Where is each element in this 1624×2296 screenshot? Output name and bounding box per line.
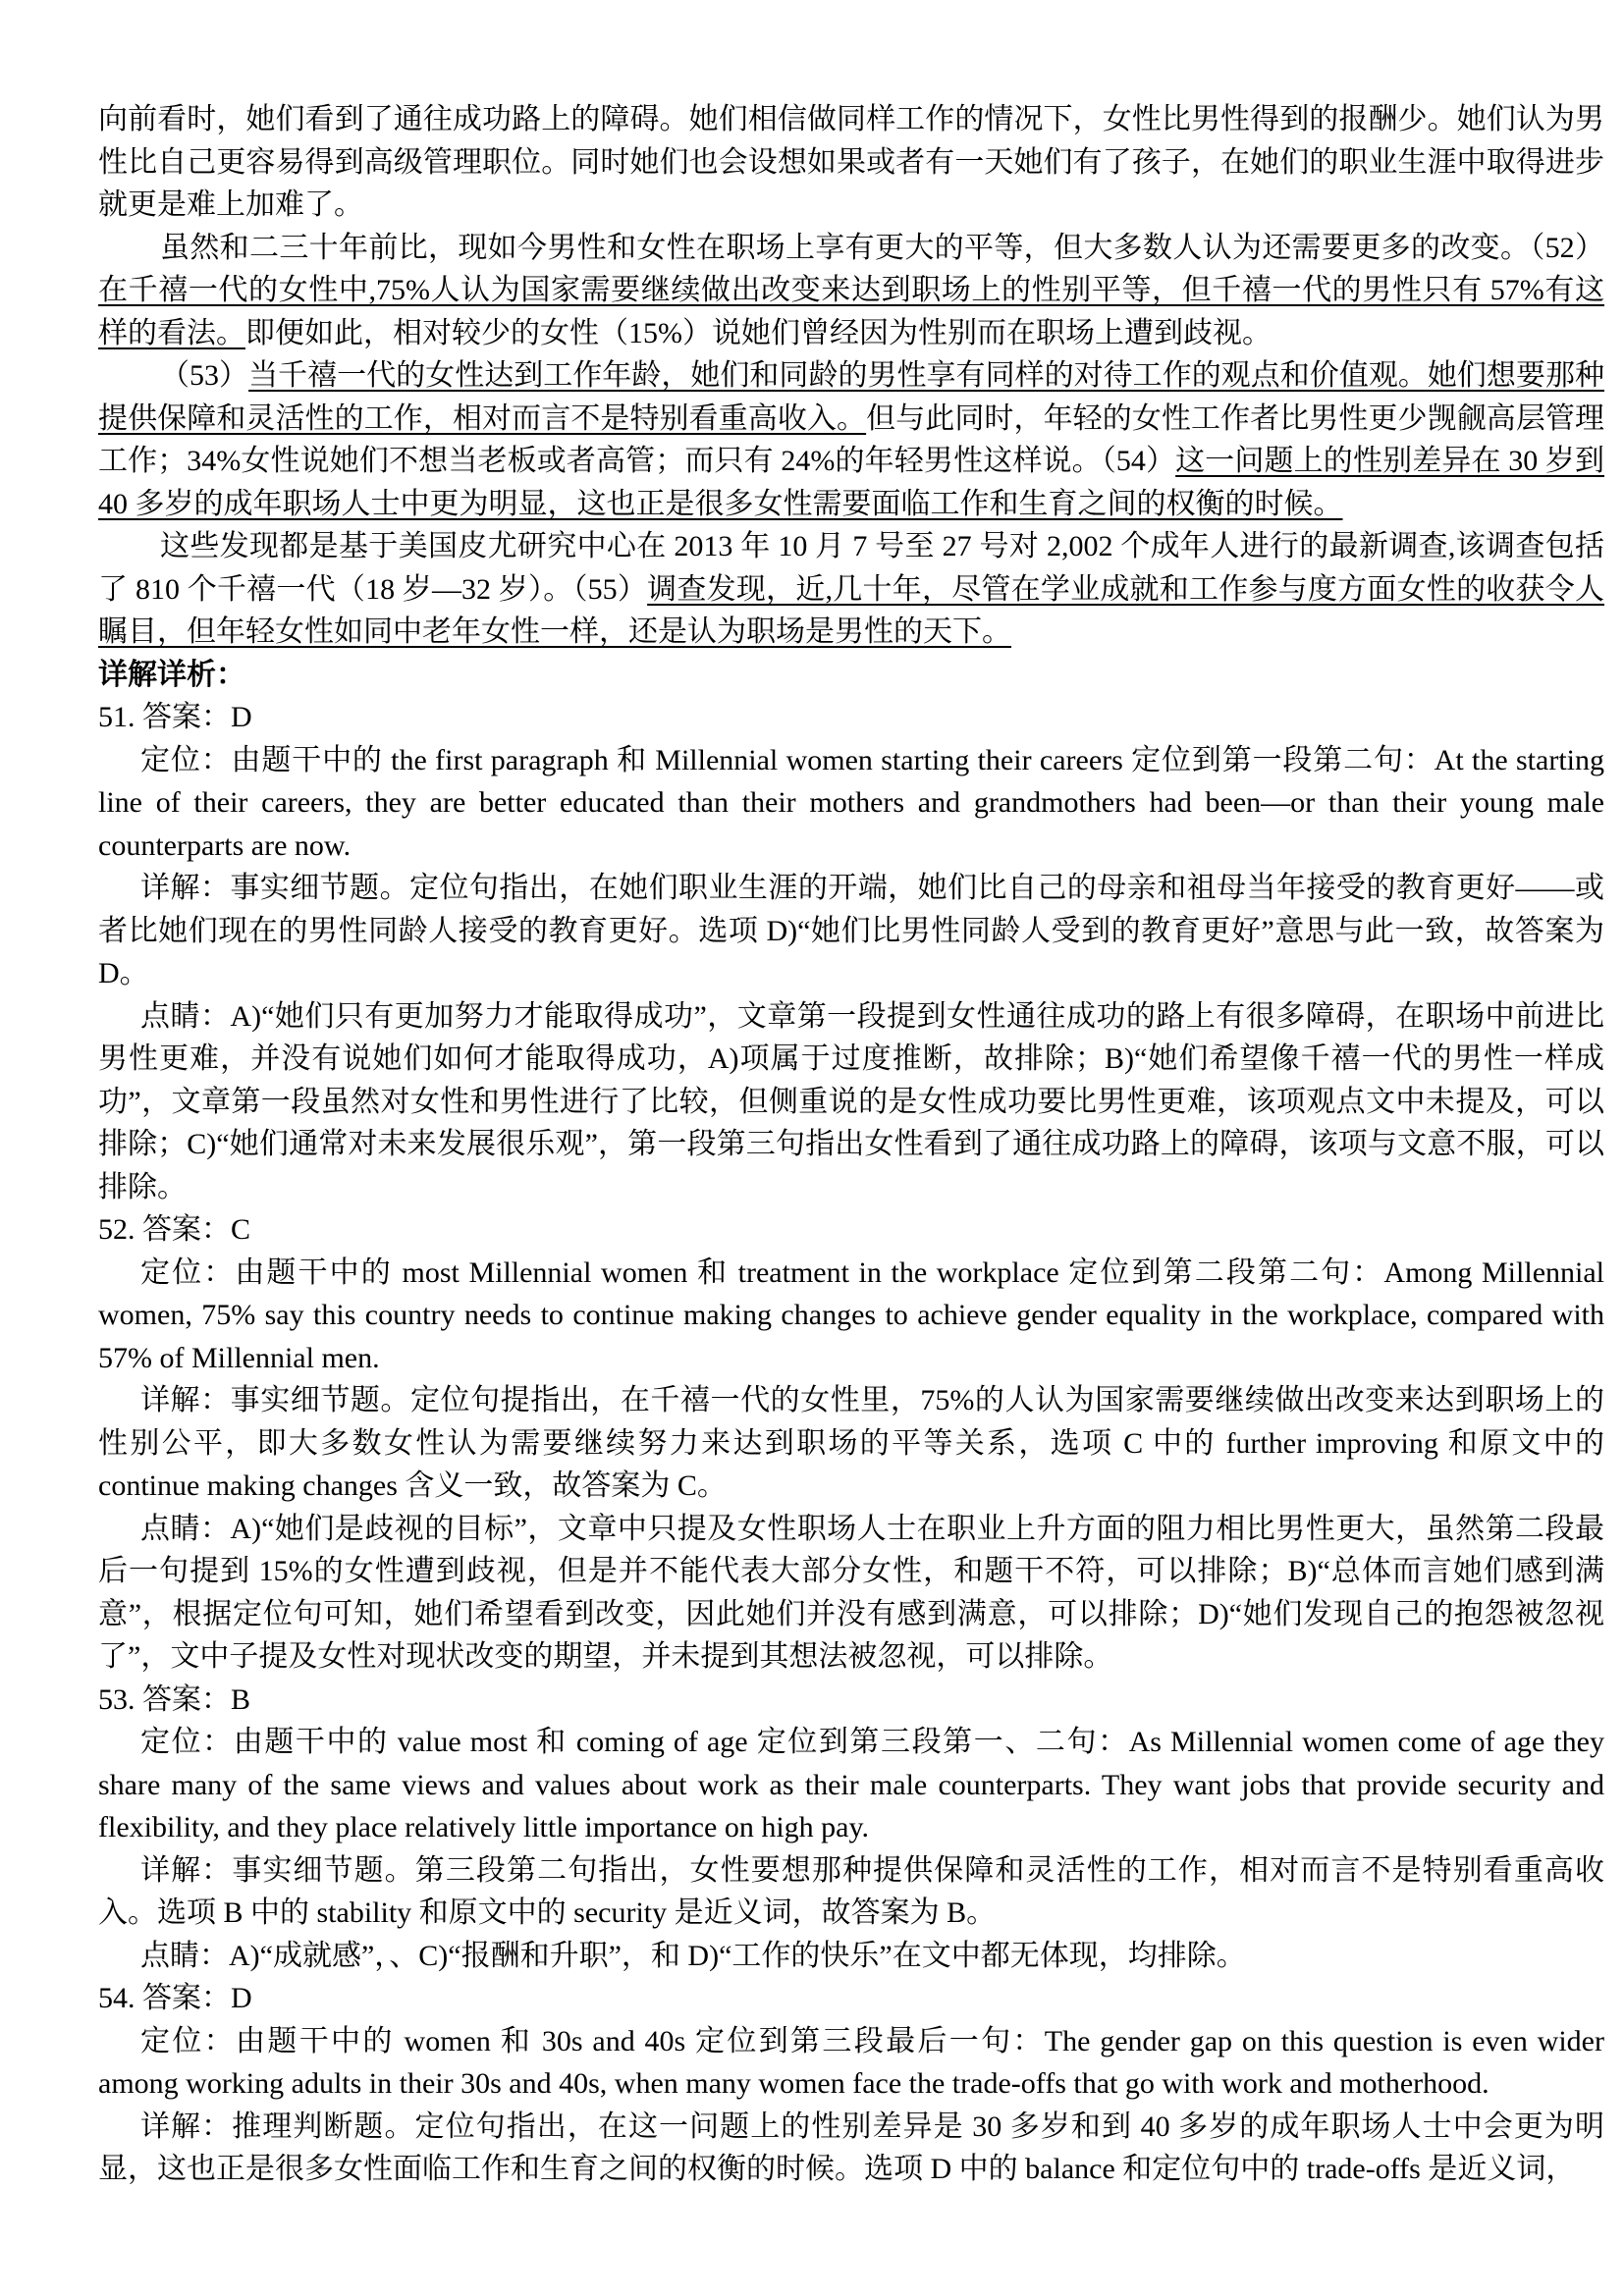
paragraph: [98, 354, 1604, 525]
paragraph: [98, 1208, 1604, 1252]
text-run: 这些发现都是基于美国皮尤研究中心在 2013 年 10 月 7 号至 27 号对 2,002 个成年人进行的最新调查,该调查包括了 810 个千禧一代（18 岁—32 岁）。（55）: [98, 530, 1604, 606]
text-run: 定位：由题干中的 value most 和 coming of age 定位到第三段第一、二句：As Millennial women come of age they share many of the same views and values about work as their male counterparts. They want jobs that provide security and flexibility, and they place relatively little importance on high pay.: [98, 1726, 1604, 1843]
text-run: 52. 答案：C: [98, 1213, 251, 1246]
paragraph: [98, 98, 1604, 227]
paragraph: [98, 739, 1604, 868]
text-run: 详解：事实细节题。第三段第二句指出，女性要想那种提供保障和灵活性的工作，相对而言不是特别看重高收入。选项 B 中的 stability 和原文中的 security 是近义词，故答案为 B。: [98, 1853, 1604, 1929]
text-run: 54. 答案：D: [98, 1982, 252, 2014]
paragraph: [98, 1721, 1604, 1849]
underlined-text-run: 这一问题上的性别差异在 30 岁到 40 多岁的成年职场人士中更为明显，这也正是很多女性需要面临工作和生育之间的权衡的时候。: [98, 445, 1605, 520]
text-run: 点睛：A)“成就感”，、C)“报酬和升职”，和 D)“工作的快乐”在文中都无体现，均排除。: [140, 1939, 1246, 1972]
paragraph: [98, 1935, 1604, 1978]
paragraph: [98, 227, 1604, 355]
underlined-text-run: 在千禧一代的女性中,75%人认为国家需要继续做出改变来达到职场上的性别平等，但千禧一代的男性只有 57%有这样的看法。: [98, 274, 1604, 349]
paragraph: [98, 525, 1604, 654]
text-run: 但与此同时，年轻的女性工作者比男性更少觊觎高层管理工作；34%女性说她们不想当老板或者高管；而只有 24%的年轻男性这样说。（54）: [98, 401, 1605, 477]
text-run: 53. 答案：B: [98, 1682, 251, 1716]
paragraph: [98, 654, 1604, 697]
document-body: [98, 98, 1604, 2191]
underlined-text-run: 调查发现，近,几十年，尽管在学业成就和工作参与度方面女性的收获令人瞩目，但年轻女性如同中老年女性一样，还是认为职场是男性的天下。: [98, 572, 1604, 648]
paragraph: [98, 2106, 1604, 2191]
text-run: 即便如此，相对较少的女性（15%）说她们曾经因为性别而在职场上遭到歧视。: [245, 316, 1272, 349]
text-run: 定位：由题干中的 the first paragraph 和 Millennial women starting their careers 定位到第一段第二句：At the starting line of their careers, they are better educated than their mothers and grandmothers had been—or than their young male counterparts are now.: [98, 743, 1604, 862]
paragraph: [98, 867, 1604, 995]
text-run: 51. 答案：D: [98, 701, 252, 733]
bold-text-run: 详解详析：: [98, 658, 245, 691]
paragraph: [98, 1679, 1604, 1722]
underlined-text-run: 当千禧一代的女性达到工作年龄，她们和同龄的男性享有同样的对待工作的观点和价值观。她们想要那种提供保障和灵活性的工作，相对而言不是特别看重高收入。: [98, 359, 1604, 435]
text-run: 详解：事实细节题。定位句提指出，在千禧一代的女性里，75%的人认为国家需要继续做出改变来达到职场上的性别公平，即大多数女性认为需要继续努力来达到职场的平等关系，选项 C 中的 further improving 和原文中的 continue making changes 含义一致，故答案为 C。: [98, 1384, 1604, 1502]
text-run: 详解：推理判断题。定位句指出，在这一问题上的性别差异是 30 多岁和到 40 多岁的成年职场人士中会更为明显，这也正是很多女性面临工作和生育之间的权衡的时候。选项 D 中的 balance 和定位句中的 trade-offs 是近义词，: [98, 2109, 1604, 2185]
text-run: 定位：由题干中的 most Millennial women 和 treatment in the workplace 定位到第二段第二句：Among Millennial women, 75% say this country needs to continue making changes to achieve gender equality in the workplace, compared with 57% of Millennial men.: [98, 1255, 1604, 1374]
text-run: 向前看时，她们看到了通往成功路上的障碍。她们相信做同样工作的情况下，女性比男性得到的报酬少。她们认为男性比自己更容易得到高级管理职位。同时她们也会设想如果或者有一天她们有了孩子，在她们的职业生涯中取得进步就更是难上加难了。: [98, 103, 1604, 221]
paragraph: [98, 1508, 1604, 1679]
text-run: 虽然和二三十年前比，现如今男性和女性在职场上享有更大的平等，但大多数人认为还需要更多的改变。（52）: [160, 231, 1604, 264]
paragraph: [98, 2020, 1604, 2106]
text-run: （53）: [160, 359, 249, 392]
text-run: 定位：由题干中的 women 和 30s and 40s 定位到第三段最后一句：The gender gap on this question is even wider among working adults in their 30s and 40s, when many women face the trade-offs that go with work and motherhood.: [98, 2024, 1604, 2100]
paragraph: [98, 1252, 1604, 1380]
text-run: 详解：事实细节题。定位句指出，在她们职业生涯的开端，她们比自己的母亲和祖母当年接受的教育更好——或者比她们现在的男性同龄人接受的教育更好。选项 D)“她们比男性同龄人受到的教育更好”意思与此一致，故答案为 D。: [98, 872, 1604, 989]
paragraph: [98, 995, 1604, 1209]
text-run: 点睛：A)“她们是歧视的目标”，文章中只提及女性职场人士在职业上升方面的阻力相比男性更大，虽然第二段最后一句提到 15%的女性遭到歧视，但是并不能代表大部分女性，和题干不符，可以排除；B)“总体而言她们感到满意”，根据定位句可知，她们希望看到改变，因此她们并没有感到满意，可以排除；D)“她们发现自己的抱怨被忽视了”，文中子提及女性对现状改变的期望，并未提到其想法被忽视，可以排除。: [98, 1512, 1604, 1673]
paragraph: [98, 696, 1604, 739]
paragraph: [98, 1977, 1604, 2020]
paragraph: [98, 1379, 1604, 1508]
text-run: 点睛：A)“她们只有更加努力才能取得成功”，文章第一段提到女性通往成功的路上有很多障碍，在职场中前进比男性更难，并没有说她们如何才能取得成功，A)项属于过度推断，故排除；B)“她们希望像千禧一代的男性一样成功”，文章第一段虽然对女性和男性进行了比较，但侧重说的是女性成功要比男性更难，该项观点文中未提及，可以排除；C)“她们通常对未来发展很乐观”，第一段第三句指出女性看到了通往成功路上的障碍，该项与文意不服，可以排除。: [98, 999, 1604, 1203]
paragraph: [98, 1849, 1604, 1935]
